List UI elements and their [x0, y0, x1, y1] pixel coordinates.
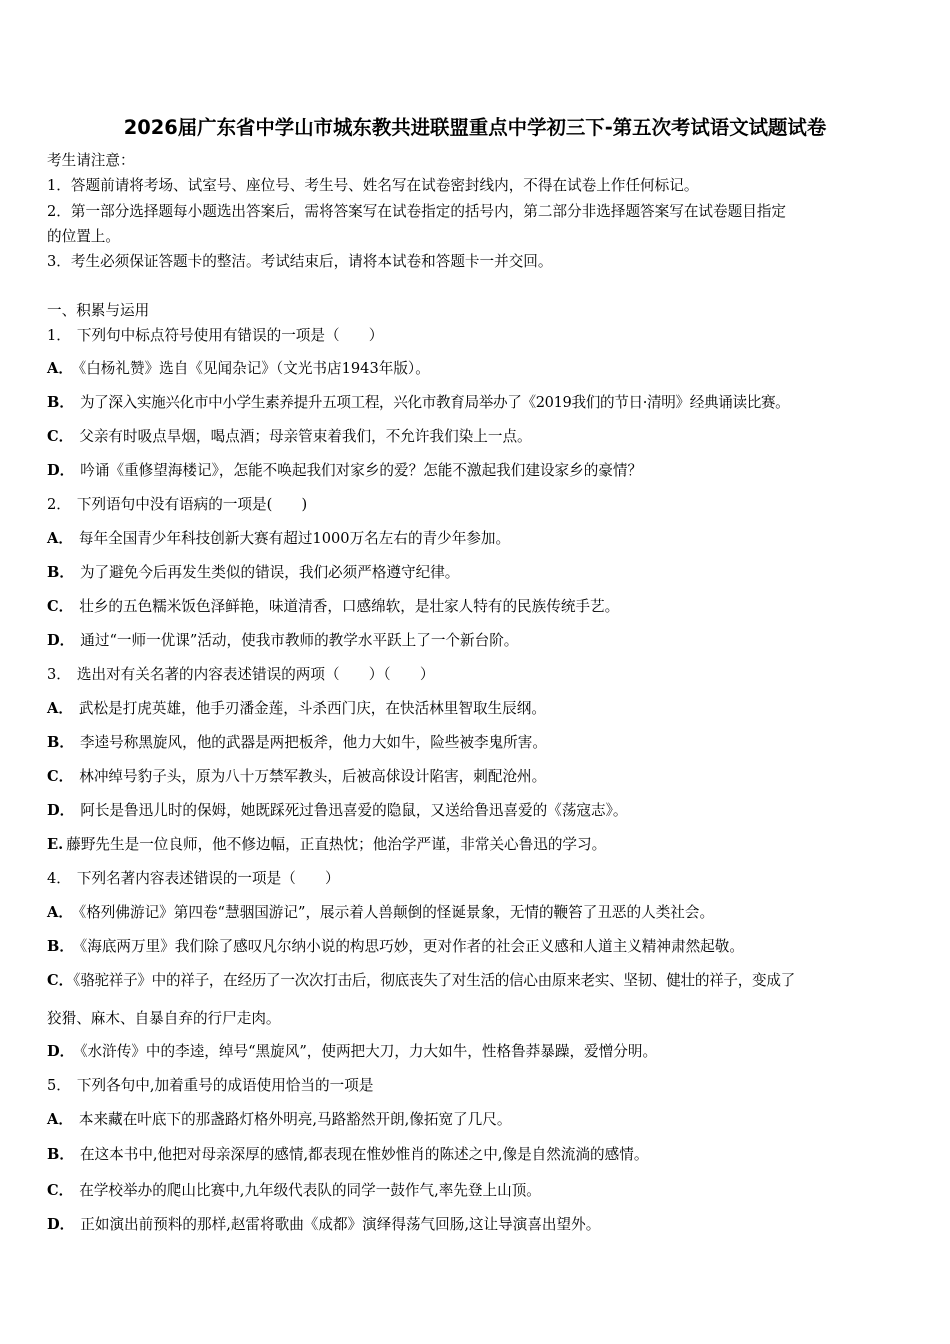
- option: [47, 1042, 657, 1062]
- option-label: A．: [47, 904, 73, 921]
- option-text: 《海底两万里》我们除了感叹凡尔纳小说的构思巧妙，更对作者的社会正义感和人道主义精神肃然起敬。: [79, 938, 744, 955]
- question-stem: [47, 869, 340, 889]
- option: [47, 529, 510, 549]
- option-text: 林冲绰号豹子头，原为八十万禁军教头，后被高俅设计陷害，刺配沧州。: [79, 768, 547, 785]
- option-text: 李逵号称黑旋风，他的武器是两把板斧，他力大如牛，险些被李鬼所害。: [79, 734, 547, 751]
- question-number: 5．: [47, 1077, 71, 1094]
- option-text: 每年全国青少年科技创新大赛有超过1000万名左右的青少年参加。: [78, 530, 511, 547]
- option-text: 吟诵《重修望海楼记》，怎能不唤起我们对家乡的爱？怎能不激起我们建设家乡的豪情？: [80, 462, 643, 479]
- option-text: 在学校举办的爬山比赛中,九年级代表队的同学一鼓作气,率先登上山顶。: [79, 1182, 541, 1199]
- option: [47, 801, 628, 821]
- notice-item: 3．考生必须保证答题卡的整洁。考试结束后，请将本试卷和答题卡一并交回。: [47, 253, 553, 270]
- option: [47, 393, 789, 413]
- option-label: C．: [47, 598, 74, 615]
- option-label: D．: [47, 1043, 75, 1060]
- option-text: 狡猾、麻木、自暴自弃的行尸走肉。: [47, 1010, 281, 1027]
- option: [47, 461, 642, 481]
- option-label: A．: [47, 360, 73, 377]
- option: [47, 903, 714, 923]
- option-label: B．: [47, 734, 74, 751]
- option: [47, 733, 547, 753]
- option: [47, 1110, 511, 1130]
- question-stem: [47, 1076, 373, 1096]
- option-text: 正如演出前预料的那样,赵雷将歌曲《成都》演绎得荡气回肠,这让导演喜出望外。: [80, 1216, 601, 1233]
- option: [47, 563, 459, 583]
- option-text: 本来藏在叶底下的那盏路灯格外明亮,马路豁然开朗,像拓宽了几尺。: [78, 1111, 512, 1128]
- option: [47, 427, 532, 447]
- option-label: C．: [47, 428, 74, 445]
- exam-title: 2026届广东省中学山市城东教共进联盟重点中学初三下-第五次考试语文试题试卷: [123, 116, 827, 139]
- option-text: 阿长是鲁迅儿时的保姆，她既踩死过鲁迅喜爱的隐鼠，又送给鲁迅喜爱的《荡寇志》。: [80, 802, 628, 819]
- question-number: 4．: [47, 870, 71, 887]
- notice-heading: 考生请注意：: [47, 152, 135, 169]
- option-label: D．: [47, 1216, 75, 1233]
- question-stem: [47, 495, 307, 515]
- option: [47, 971, 795, 991]
- question-stem: [47, 326, 383, 346]
- option-text: 父亲有时吸点旱烟，喝点酒；母亲管束着我们，不允许我们染上一点。: [79, 428, 532, 445]
- question-number: 1．: [47, 327, 71, 344]
- option-label: D．: [47, 632, 75, 649]
- section-heading: 一、积累与运用: [47, 302, 150, 319]
- option-label: B．: [47, 394, 74, 411]
- option-label: C．: [47, 1182, 74, 1199]
- option-text: 为了深入实施兴化市中小学生素养提升五项工程，兴化市教育局举办了《2019我们的节日·清明》经典诵读比赛。: [79, 394, 790, 411]
- option: [47, 1145, 648, 1165]
- notice-item: 1．答题前请将考场、试室号、座位号、考生号、姓名写在试卷密封线内，不得在试卷上作任何标记。: [47, 177, 699, 194]
- option-text: 武松是打虎英雄，他手刃潘金莲，斗杀西门庆，在快活林里智取生辰纲。: [78, 700, 546, 717]
- option: [47, 631, 518, 651]
- option-label: D．: [47, 462, 75, 479]
- option: [47, 359, 430, 379]
- option-label: D．: [47, 802, 75, 819]
- notice-item: 2．第一部分选择题每小题选出答案后，需将答案写在试卷指定的括号内，第二部分非选择题答案写在试卷题目指定: [47, 203, 786, 220]
- option-label: A．: [47, 700, 73, 717]
- option-text: 在这本书中,他把对母亲深厚的感情,都表现在惟妙惟肖的陈述之中,像是自然流淌的感情。: [79, 1146, 649, 1163]
- option: [47, 1181, 541, 1201]
- option-label: C．: [47, 768, 74, 785]
- option-label: A．: [47, 530, 73, 547]
- option: [47, 937, 744, 957]
- option-label: B．: [47, 1146, 74, 1163]
- option-label: A．: [47, 1111, 73, 1128]
- option-continuation: [47, 1009, 281, 1029]
- option: [47, 835, 606, 855]
- option-label: E.: [47, 836, 64, 853]
- option-text: 《骆驼祥子》中的祥子，在经历了一次次打击后，彻底丧失了对生活的信心由原来老实、坚韧、健壮的祥子，变成了: [73, 972, 795, 989]
- option-text: 藤野先生是一位良师，他不修边幅，正直热忱；他治学严谨，非常关心鲁迅的学习。: [66, 836, 607, 853]
- option: [47, 1215, 600, 1235]
- question-stem: [47, 665, 434, 685]
- question-text: 选出对有关名著的内容表述错误的两项（ ）（ ）: [76, 666, 435, 683]
- option-text: 《白杨礼赞》选自《见闻杂记》（文光书店1943年版）。: [78, 360, 430, 377]
- option: [47, 597, 619, 617]
- option-text: 《水浒传》中的李逵，绰号“黑旋风”，使两把大刀，力大如牛，性格鲁莽暴躁，爱憎分明。: [80, 1043, 658, 1060]
- option-label: B．: [47, 564, 74, 581]
- option: [47, 699, 546, 719]
- option-text: 壮乡的五色糯米饭色泽鲜艳，味道清香，口感绵软，是壮家人特有的民族传统手艺。: [79, 598, 620, 615]
- option-text: 《格列佛游记》第四卷“慧骃国游记”，展示着人兽颠倒的怪诞景象，无情的鞭笞了丑恶的人类社会。: [78, 904, 715, 921]
- option: [47, 767, 546, 787]
- option-label: C．: [47, 972, 74, 989]
- question-number: 3．: [47, 666, 71, 683]
- question-text: 下列句中标点符号使用有错误的一项是（ ）: [76, 327, 384, 344]
- option-text: 通过“一师一优课”活动，使我市教师的教学水平跃上了一个新台阶。: [80, 632, 519, 649]
- question-text: 下列各句中,加着重号的成语使用恰当的一项是: [76, 1077, 374, 1094]
- option-text: 为了避免今后再发生类似的错误，我们必须严格遵守纪律。: [79, 564, 460, 581]
- option-label: B．: [47, 938, 74, 955]
- question-text: 下列语句中没有语病的一项是( ): [76, 496, 308, 513]
- question-text: 下列名著内容表述错误的一项是（ ）: [76, 870, 340, 887]
- notice-item: 的位置上。: [47, 228, 120, 245]
- question-number: 2．: [47, 496, 71, 513]
